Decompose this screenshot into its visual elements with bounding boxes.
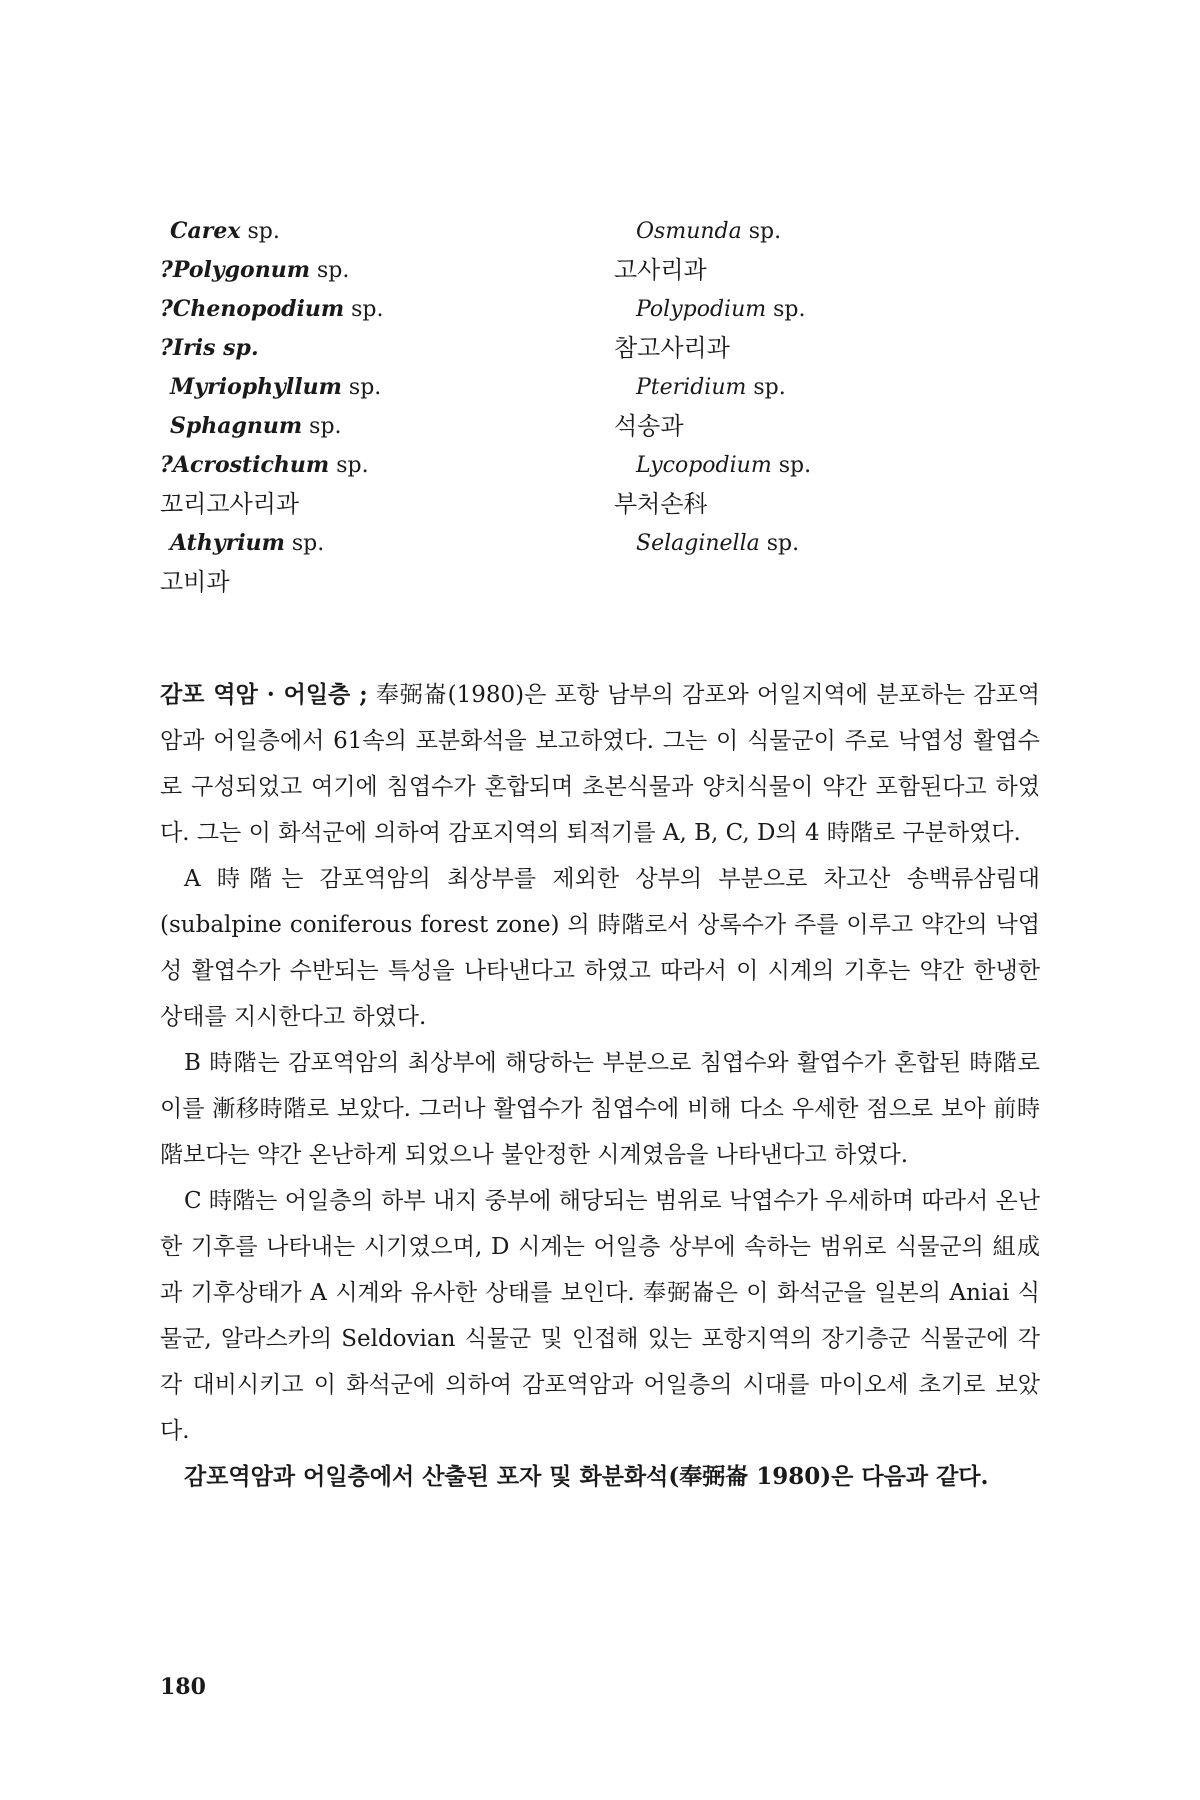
page-number: 180: [160, 1674, 206, 1700]
list-item: Osmunda sp.: [636, 219, 782, 244]
paragraph-3: B 時階는 감포역암의 최상부에 해당하는 부분으로 침엽수와 활엽수가 혼합된 時階로 이를 漸移時階로 보았다. 그러나 활엽수가 침엽수에 비해 다소 우세한 점으로 보아 前時階보다는 약간 온난하게 되었으나 불안정한 시계였음을 나타낸다고 하였다.: [160, 1050, 1040, 1168]
family-heading: 고비과: [160, 568, 230, 596]
list-item: ?Iris sp.: [160, 335, 259, 361]
paragraph-1: 감포 역암 · 어일층 ; 奉弼崙(1980)은 포항 남부의 감포와 어일지역에 분포하는 감포역암과 어일층에서 61속의 포분화석을 보고하였다. 그는 이 식물군이 주로 낙엽성 활엽수로 구성되었고 여기에 침엽수가 혼합되며 초본식물과 양치식물이 약간 포함된다고 하였다. 그는 이 화석군에 의하여 감포지역의 퇴적기를 A, B, C, D의 4 時階로 구분하였다.: [160, 681, 1040, 846]
list-item: Athyrium sp.: [170, 530, 325, 556]
paragraph-4: C 時階는 어일층의 하부 내지 중부에 해당되는 범위로 낙엽수가 우세하며 따라서 온난한 기후를 나타내는 시기였으며, D 시계는 어일층 상부에 속하는 범위로 식물군의 組成과 기후상태가 A 시계와 유사한 상태를 보인다. 奉弼崙은 이 화석군을 일본의 Aniai 식물군, 알라스카의 Seldovian 식물군 및 인접해 있는 포항지역의 장기층군 식물군에 각각 대비시키고 이 화석군에 의하여 감포역암과 어일층의 시대를 마이오세 초기로 보았다.: [160, 1188, 1040, 1444]
paragraph-2: A 時階는 감포역암의 최상부를 제외한 상부의 부분으로 차고산 송백류삼림대 (subalpine coniferous forest zone) 의 時階로서 상록수가 주를 이루고 약간의 낙엽성 활엽수가 수반되는 특성을 나타낸다고 하였고 따라서 이 시계의 기후는 약간 한냉한 상태를 지시한다고 하였다.: [160, 866, 1040, 1030]
list-item: Carex sp.: [170, 218, 280, 244]
list-item: ?Chenopodium sp.: [160, 296, 384, 322]
family-heading: 석송과: [614, 412, 684, 440]
family-heading: 부처손科: [614, 490, 708, 518]
section-heading: 감포 역암 · 어일층 ;: [160, 681, 368, 708]
family-heading: 참고사리과: [614, 334, 730, 362]
list-item: Selaginella sp.: [636, 531, 800, 556]
body-text: [160, 672, 1040, 1500]
list-item: Lycopodium sp.: [636, 453, 812, 478]
family-heading: 고사리과: [614, 256, 707, 284]
family-heading: 꼬리고사리과: [160, 490, 300, 518]
list-item: Polypodium sp.: [636, 297, 806, 322]
list-item: Sphagnum sp.: [170, 413, 342, 439]
list-item: Pteridium sp.: [636, 375, 786, 400]
list-item: ?Polygonum sp.: [160, 257, 350, 283]
species-list-right: [614, 212, 811, 563]
species-list-left: [160, 212, 384, 602]
list-item: Myriophyllum sp.: [170, 374, 382, 400]
list-item: ?Acrostichum sp.: [160, 452, 369, 478]
paragraph-5: 감포역암과 어일층에서 산출된 포자 및 화분화석(奉弼崙 1980)은 다음과 같다.: [184, 1463, 989, 1490]
